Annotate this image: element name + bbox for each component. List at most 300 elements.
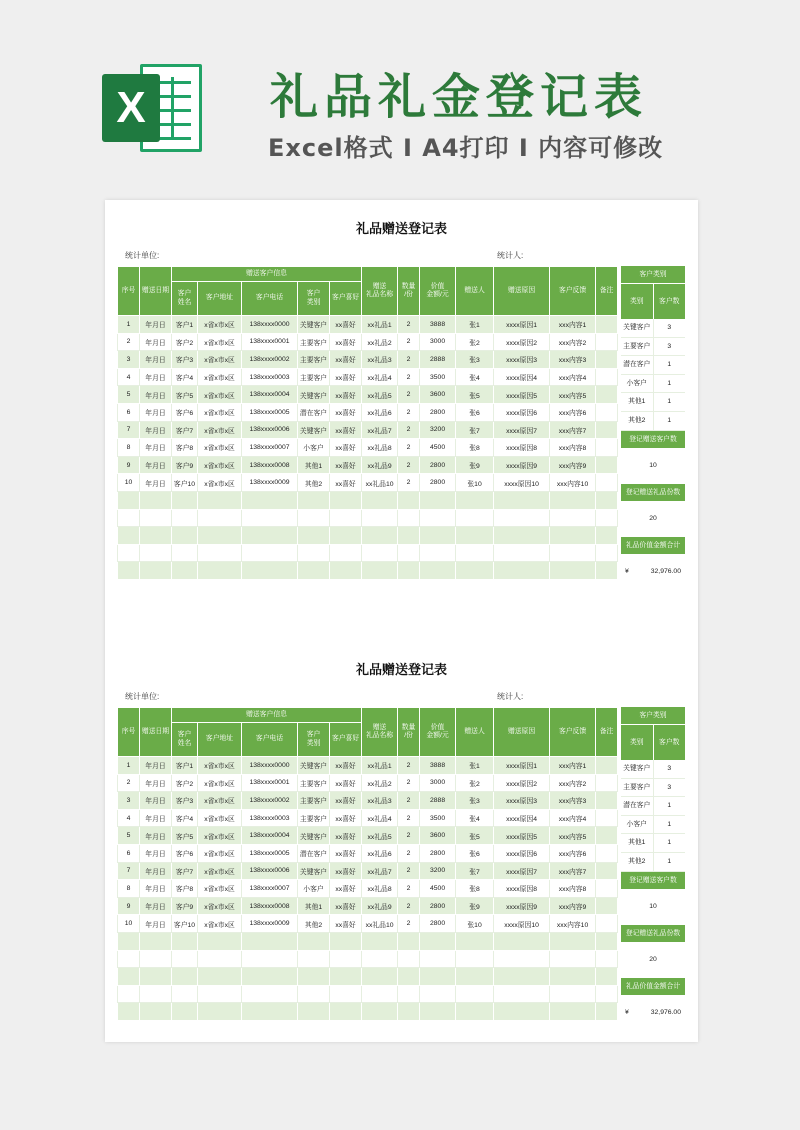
- cell-giver: [456, 527, 494, 545]
- table-row: [118, 915, 618, 933]
- cell-preference: xx喜好: [330, 456, 362, 474]
- col-type: 客户 类别: [298, 723, 330, 757]
- category-header: 客户类别: [621, 707, 685, 724]
- cell-note: [596, 421, 618, 439]
- cell-name: [172, 1003, 198, 1021]
- cell-type: [298, 968, 330, 986]
- cell-reason: xxxx原因1: [494, 757, 550, 775]
- category-col-type: 类别: [621, 724, 654, 760]
- cell-qty: 2: [398, 333, 420, 351]
- category-type: 主要客户: [621, 338, 654, 356]
- cell-feedback: xxx内容2: [550, 333, 596, 351]
- cell-reason: xxxx原因6: [494, 403, 550, 421]
- category-count: 1: [667, 802, 672, 810]
- cell-qty: 2: [398, 809, 420, 827]
- table-row: [118, 527, 618, 545]
- cell-feedback: [550, 985, 596, 1003]
- col-qty: 数量 /份: [398, 708, 420, 757]
- col-address: 客户地址: [198, 282, 242, 316]
- cell-value: 2800: [420, 915, 456, 933]
- category-type: 小客户: [621, 375, 654, 393]
- cell-feedback: [550, 509, 596, 527]
- cell-gift: xx礼品5: [362, 827, 398, 845]
- cell-reason: xxxx原因9: [494, 456, 550, 474]
- cell-no: 8: [118, 439, 140, 457]
- cell-preference: xx喜好: [330, 844, 362, 862]
- cell-qty: 2: [398, 897, 420, 915]
- cell-value: 2800: [420, 456, 456, 474]
- cell-value: 2800: [420, 844, 456, 862]
- cell-name: 客户8: [172, 880, 198, 898]
- cell-gift: xx礼品1: [362, 316, 398, 334]
- cell-address: x省x市x区: [198, 915, 242, 933]
- cell-gift: xx礼品6: [362, 403, 398, 421]
- col-group-client-info: 赠送客户信息: [172, 708, 362, 723]
- table-row: [118, 880, 618, 898]
- cell-address: [198, 985, 242, 1003]
- cell-giver: 张4: [456, 809, 494, 827]
- cell-name: 客户9: [172, 456, 198, 474]
- cell-feedback: xxx内容10: [550, 915, 596, 933]
- cell-note: [596, 491, 618, 509]
- cell-name: 客户8: [172, 439, 198, 457]
- cell-note: [596, 827, 618, 845]
- cell-phone: 138xxxx0006: [242, 862, 298, 880]
- cell-no: 1: [118, 316, 140, 334]
- cell-qty: 2: [398, 880, 420, 898]
- cell-value: [420, 1003, 456, 1021]
- cell-reason: xxxx原因1: [494, 316, 550, 334]
- cell-preference: xx喜好: [330, 333, 362, 351]
- col-giver: 赠送人: [456, 267, 494, 316]
- cell-feedback: [550, 562, 596, 580]
- cell-giver: [456, 562, 494, 580]
- cell-reason: xxxx原因4: [494, 368, 550, 386]
- cell-giver: 张4: [456, 368, 494, 386]
- cell-qty: 2: [398, 456, 420, 474]
- cell-name: [172, 968, 198, 986]
- cell-type: 主要客户: [298, 368, 330, 386]
- table-row: [118, 456, 618, 474]
- cell-giver: [456, 1003, 494, 1021]
- cell-value: 4500: [420, 439, 456, 457]
- cell-phone: [242, 950, 298, 968]
- cell-address: x省x市x区: [198, 403, 242, 421]
- category-col-count: 客户数: [654, 724, 686, 760]
- table-row: [118, 386, 618, 404]
- cell-date: 年月日: [140, 316, 172, 334]
- cell-preference: [330, 932, 362, 950]
- cell-address: x省x市x区: [198, 421, 242, 439]
- cell-value: 3888: [420, 316, 456, 334]
- cell-phone: 138xxxx0002: [242, 351, 298, 369]
- cell-type: 关键客户: [298, 421, 330, 439]
- col-no: 序号: [118, 267, 140, 316]
- cell-type: 主要客户: [298, 774, 330, 792]
- cell-preference: [330, 950, 362, 968]
- cell-preference: xx喜好: [330, 421, 362, 439]
- cell-giver: [456, 950, 494, 968]
- cell-address: x省x市x区: [198, 792, 242, 810]
- cell-value: [420, 968, 456, 986]
- cell-gift: xx礼品7: [362, 862, 398, 880]
- cell-no: [118, 562, 140, 580]
- cell-gift: xx礼品5: [362, 386, 398, 404]
- cell-phone: 138xxxx0005: [242, 403, 298, 421]
- cell-qty: 2: [398, 792, 420, 810]
- cell-gift: xx礼品1: [362, 757, 398, 775]
- category-count: 1: [667, 379, 672, 387]
- cell-value: 3000: [420, 774, 456, 792]
- table-row: [118, 809, 618, 827]
- cell-note: [596, 333, 618, 351]
- category-row: [621, 834, 685, 853]
- cell-feedback: [550, 932, 596, 950]
- cell-preference: [330, 985, 362, 1003]
- cell-feedback: [550, 1003, 596, 1021]
- cell-address: [198, 950, 242, 968]
- cell-gift: [362, 932, 398, 950]
- cell-name: 客户3: [172, 351, 198, 369]
- reg-clients-label: 登记赠送客户数: [621, 872, 685, 889]
- cell-qty: [398, 491, 420, 509]
- cell-date: 年月日: [140, 880, 172, 898]
- table-row: [118, 509, 618, 527]
- cell-feedback: xxx内容9: [550, 897, 596, 915]
- cell-reason: [494, 1003, 550, 1021]
- cell-qty: 2: [398, 316, 420, 334]
- cell-giver: 张3: [456, 351, 494, 369]
- cell-phone: 138xxxx0001: [242, 774, 298, 792]
- cell-no: [118, 932, 140, 950]
- cell-feedback: xxx内容5: [550, 386, 596, 404]
- cell-feedback: xxx内容5: [550, 827, 596, 845]
- cell-name: 客户10: [172, 915, 198, 933]
- cell-type: 主要客户: [298, 351, 330, 369]
- cell-gift: [362, 544, 398, 562]
- cell-note: [596, 897, 618, 915]
- cell-reason: xxxx原因2: [494, 774, 550, 792]
- cell-gift: [362, 491, 398, 509]
- cell-note: [596, 809, 618, 827]
- cell-note: [596, 915, 618, 933]
- cell-value: [420, 932, 456, 950]
- category-count: 1: [667, 361, 672, 369]
- cell-name: 客户1: [172, 757, 198, 775]
- cell-phone: 138xxxx0007: [242, 439, 298, 457]
- cell-giver: [456, 932, 494, 950]
- cell-reason: xxxx原因3: [494, 792, 550, 810]
- cell-address: [198, 491, 242, 509]
- col-gift: 赠送 礼品名称: [362, 708, 398, 757]
- cell-note: [596, 456, 618, 474]
- cell-no: [118, 544, 140, 562]
- table-row: [118, 403, 618, 421]
- cell-address: [198, 562, 242, 580]
- cell-name: [172, 544, 198, 562]
- cell-type: [298, 1003, 330, 1021]
- col-address: 客户地址: [198, 723, 242, 757]
- table-row: [118, 439, 618, 457]
- table-row: [118, 985, 618, 1003]
- cell-address: [198, 509, 242, 527]
- col-date: 赠送日期: [140, 708, 172, 757]
- cell-no: 4: [118, 368, 140, 386]
- cell-preference: [330, 968, 362, 986]
- cell-qty: 2: [398, 915, 420, 933]
- cell-giver: [456, 968, 494, 986]
- cell-no: [118, 527, 140, 545]
- cell-address: [198, 1003, 242, 1021]
- cell-no: 9: [118, 897, 140, 915]
- cell-feedback: [550, 968, 596, 986]
- category-type: 主要客户: [621, 779, 654, 797]
- cell-note: [596, 985, 618, 1003]
- cell-feedback: xxx内容1: [550, 316, 596, 334]
- cell-name: 客户9: [172, 897, 198, 915]
- total-value: 32,976.00: [650, 1008, 681, 1016]
- cell-reason: xxxx原因7: [494, 862, 550, 880]
- cell-date: 年月日: [140, 809, 172, 827]
- cell-type: 关键客户: [298, 827, 330, 845]
- cell-qty: 2: [398, 386, 420, 404]
- cell-preference: xx喜好: [330, 316, 362, 334]
- register-table: [117, 266, 618, 580]
- cell-date: 年月日: [140, 421, 172, 439]
- cell-reason: [494, 985, 550, 1003]
- cell-phone: [242, 509, 298, 527]
- category-count: 1: [667, 416, 672, 424]
- cell-feedback: xxx内容3: [550, 351, 596, 369]
- table-row: [118, 368, 618, 386]
- cell-value: [420, 527, 456, 545]
- cell-address: x省x市x区: [198, 474, 242, 492]
- cell-giver: 张3: [456, 792, 494, 810]
- col-preference: 客户喜好: [330, 723, 362, 757]
- cell-name: [172, 509, 198, 527]
- cell-gift: [362, 968, 398, 986]
- table-row: [118, 950, 618, 968]
- cell-feedback: [550, 527, 596, 545]
- cell-reason: xxxx原因10: [494, 474, 550, 492]
- total-amount: [621, 554, 685, 590]
- cell-address: x省x市x区: [198, 897, 242, 915]
- cell-feedback: xxx内容4: [550, 368, 596, 386]
- cell-no: 3: [118, 792, 140, 810]
- cell-name: [172, 932, 198, 950]
- cell-no: 4: [118, 809, 140, 827]
- col-note: 备注: [596, 708, 618, 757]
- category-row: [621, 356, 685, 375]
- sheet-paper: [105, 200, 698, 1042]
- cell-giver: 张10: [456, 915, 494, 933]
- cell-reason: [494, 968, 550, 986]
- cell-qty: [398, 985, 420, 1003]
- total-amount: [621, 995, 685, 1031]
- cell-phone: [242, 527, 298, 545]
- cell-date: 年月日: [140, 351, 172, 369]
- cell-no: 5: [118, 827, 140, 845]
- cell-giver: 张6: [456, 403, 494, 421]
- cell-qty: 2: [398, 439, 420, 457]
- col-gift: 赠送 礼品名称: [362, 267, 398, 316]
- cell-gift: [362, 509, 398, 527]
- cell-gift: xx礼品3: [362, 792, 398, 810]
- cell-feedback: [550, 544, 596, 562]
- category-col-count: 客户数: [654, 283, 686, 319]
- cell-address: x省x市x区: [198, 809, 242, 827]
- cell-reason: [494, 932, 550, 950]
- cell-gift: xx礼品4: [362, 809, 398, 827]
- cell-type: 关键客户: [298, 862, 330, 880]
- cell-gift: xx礼品3: [362, 351, 398, 369]
- cell-gift: [362, 985, 398, 1003]
- cell-qty: 2: [398, 757, 420, 775]
- cell-reason: xxxx原因8: [494, 880, 550, 898]
- cell-date: 年月日: [140, 827, 172, 845]
- cell-name: 客户2: [172, 333, 198, 351]
- cell-qty: [398, 562, 420, 580]
- cell-date: 年月日: [140, 456, 172, 474]
- cell-name: 客户3: [172, 792, 198, 810]
- cell-qty: [398, 527, 420, 545]
- cell-type: 关键客户: [298, 316, 330, 334]
- cell-name: 客户7: [172, 421, 198, 439]
- cell-address: [198, 932, 242, 950]
- category-type: 其他1: [621, 834, 654, 852]
- cell-note: [596, 774, 618, 792]
- cell-phone: 138xxxx0008: [242, 897, 298, 915]
- col-date: 赠送日期: [140, 267, 172, 316]
- cell-gift: xx礼品10: [362, 474, 398, 492]
- cell-type: [298, 527, 330, 545]
- cell-preference: xx喜好: [330, 809, 362, 827]
- cell-value: [420, 491, 456, 509]
- table-row: [118, 968, 618, 986]
- cell-date: 年月日: [140, 915, 172, 933]
- cell-type: [298, 491, 330, 509]
- cell-phone: [242, 932, 298, 950]
- col-value: 价值 金额/元: [420, 267, 456, 316]
- cell-name: 客户6: [172, 403, 198, 421]
- cell-value: 2800: [420, 897, 456, 915]
- category-count: 1: [667, 398, 672, 406]
- cell-giver: 张10: [456, 474, 494, 492]
- cell-reason: xxxx原因5: [494, 827, 550, 845]
- category-type: 小客户: [621, 816, 654, 834]
- cell-phone: 138xxxx0002: [242, 792, 298, 810]
- cell-phone: [242, 562, 298, 580]
- cell-date: [140, 509, 172, 527]
- cell-note: [596, 368, 618, 386]
- cell-address: x省x市x区: [198, 456, 242, 474]
- reg-gifts-value: 20: [649, 514, 657, 522]
- cell-value: 3000: [420, 333, 456, 351]
- cell-preference: [330, 1003, 362, 1021]
- cell-gift: [362, 527, 398, 545]
- cell-gift: xx礼品8: [362, 880, 398, 898]
- cell-name: 客户2: [172, 774, 198, 792]
- cell-note: [596, 862, 618, 880]
- col-name: 客户 姓名: [172, 282, 198, 316]
- table-row: [118, 897, 618, 915]
- cell-type: [298, 950, 330, 968]
- cell-date: [140, 491, 172, 509]
- cell-note: [596, 562, 618, 580]
- cell-preference: [330, 491, 362, 509]
- cell-date: [140, 932, 172, 950]
- cell-no: 7: [118, 421, 140, 439]
- col-feedback: 客户反馈: [550, 267, 596, 316]
- cell-reason: [494, 491, 550, 509]
- cell-reason: xxxx原因4: [494, 809, 550, 827]
- cell-note: [596, 509, 618, 527]
- cell-feedback: xxx内容6: [550, 844, 596, 862]
- cell-phone: 138xxxx0006: [242, 421, 298, 439]
- cell-phone: [242, 491, 298, 509]
- cell-preference: xx喜好: [330, 403, 362, 421]
- page-title: 礼品礼金登记表: [270, 69, 649, 125]
- category-count: 3: [667, 765, 672, 772]
- cell-type: [298, 562, 330, 580]
- cell-type: 主要客户: [298, 333, 330, 351]
- cell-date: 年月日: [140, 774, 172, 792]
- cell-name: 客户4: [172, 809, 198, 827]
- cell-qty: 2: [398, 368, 420, 386]
- category-row: [621, 319, 685, 338]
- total-value: 32,976.00: [650, 567, 681, 575]
- cell-giver: 张8: [456, 880, 494, 898]
- category-row: [621, 816, 685, 835]
- cell-gift: xx礼品4: [362, 368, 398, 386]
- cell-type: [298, 544, 330, 562]
- cell-no: 6: [118, 844, 140, 862]
- cell-qty: 2: [398, 827, 420, 845]
- cell-reason: xxxx原因3: [494, 351, 550, 369]
- cell-date: 年月日: [140, 368, 172, 386]
- register-table: [117, 707, 618, 1021]
- category-count: 1: [667, 839, 672, 847]
- cell-value: 2888: [420, 351, 456, 369]
- cell-giver: 张1: [456, 757, 494, 775]
- cell-address: x省x市x区: [198, 757, 242, 775]
- cell-giver: 张6: [456, 844, 494, 862]
- cell-no: 6: [118, 403, 140, 421]
- col-type: 客户 类别: [298, 282, 330, 316]
- cell-type: 小客户: [298, 439, 330, 457]
- cell-value: [420, 950, 456, 968]
- category-count: 3: [667, 783, 672, 791]
- cell-phone: 138xxxx0009: [242, 474, 298, 492]
- cell-no: 9: [118, 456, 140, 474]
- statistician-label: 统计人:: [497, 251, 524, 260]
- cell-feedback: xxx内容4: [550, 809, 596, 827]
- cell-address: [198, 544, 242, 562]
- category-row: [621, 375, 685, 394]
- cell-gift: [362, 1003, 398, 1021]
- cell-giver: [456, 985, 494, 1003]
- cell-no: [118, 1003, 140, 1021]
- col-feedback: 客户反馈: [550, 708, 596, 757]
- cell-name: 客户6: [172, 844, 198, 862]
- category-row: [621, 338, 685, 357]
- table-row: [118, 827, 618, 845]
- cell-reason: [494, 544, 550, 562]
- cell-no: [118, 985, 140, 1003]
- cell-feedback: xxx内容8: [550, 439, 596, 457]
- cell-giver: 张5: [456, 827, 494, 845]
- cell-preference: [330, 527, 362, 545]
